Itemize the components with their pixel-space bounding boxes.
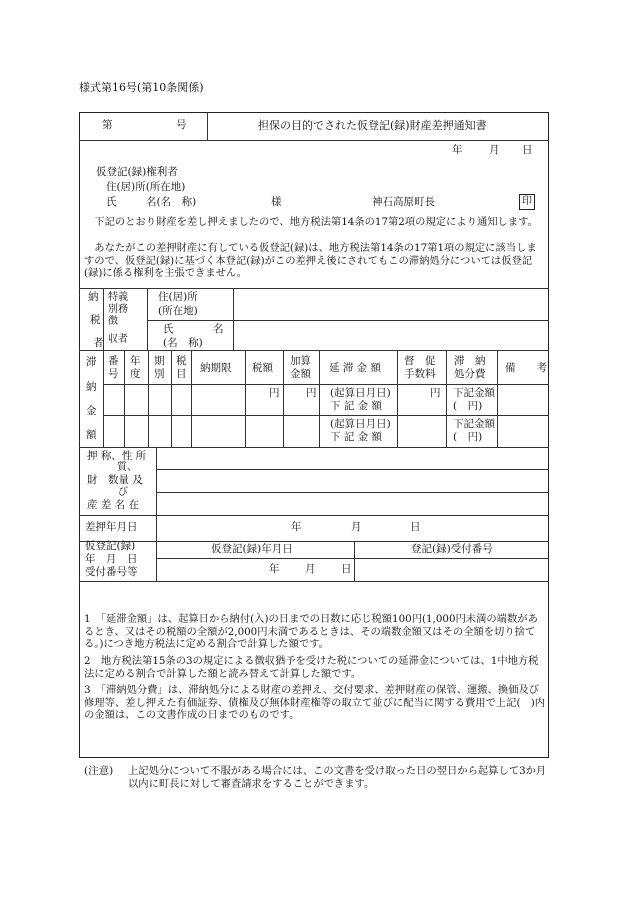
entai-kika: 下 記 金 額 [330,400,383,412]
taxpayer-address-label: 住(居)所 [158,291,198,303]
header-zeigaku: 税額 [252,362,273,374]
caution-label: (注意) [84,765,114,777]
date-year: 年 [452,144,463,156]
taxpayer-address-label-2: (所在地) [158,305,198,317]
divider [191,350,192,447]
divider [156,492,549,493]
intro-paragraph-2: あなたがこの差押財産に有している仮登記(録)は、地方税法第14条の17第1項の規定に該当しますので、仮登記(録)に基づく本登記(録)がこの差押え後にされてもこの滞納処分については仮登記(録)に係る権利を主張できません。 [84,242,537,280]
divider [103,415,549,416]
date-day: 日 [522,144,533,156]
note-1: 1 「延滞金額」は、起算日から納付(入)の日までの日数に応じ税額100円(1,000円未満の端数があるとき、又はその税額の全額が2,000円未満であるときは、その端数金額又はその全額を切り捨てる。)につき地方税法に定める割合で計算した額です。 [84,613,538,651]
divider [79,515,549,516]
taxpayer-sub-3: 徴 [108,316,118,327]
divider [446,350,447,447]
divider [79,581,549,582]
header-shobunhi-2: 処分費 [454,368,486,380]
arrears-side-3: 金 [86,405,97,417]
header-bango: 番 [108,355,119,367]
divider [156,541,157,581]
note-3: 3 「滞納処分費」は、滞納処分による財産の差押え、交付要求、差押財産の保管、運搬、換価及び修理等、差し押えた有価証券、債権及び無体財産権等の取立て並びに配当に関する費用で上記( )内の金額は、この文書作成の日までのものです。 [84,684,546,722]
header-kasan: 加算 [290,355,311,367]
header-shobunhi: 滞 納 [454,355,486,367]
divider [79,541,549,542]
recipient-name-shi: 氏 [106,196,117,208]
taxpayer-sub-4: 収者 [108,334,128,345]
header-kibetsu-2: 別 [154,368,165,380]
form-label: 様式第16号(第10条関係) [79,81,204,94]
entai-kisan-2: (起算日月日) [330,418,391,430]
shobun-kika-2: 下記金額 [453,418,495,430]
seized-label-5: 産 差 名 在 [87,499,140,511]
number-go: 号 [176,119,187,131]
divider [79,350,549,351]
header-nendo-2: 度 [130,368,141,380]
taxpayer-sub-2: 別務 [108,304,128,315]
divider [397,350,398,447]
divider [171,350,172,447]
header-nouki: 納期限 [200,362,232,374]
entai-kika-2: 下 記 金 額 [330,431,383,443]
header-biko: 備 考 [505,362,547,374]
seizure-month: 月 [351,521,362,533]
taxpayer-name-mei: 名 [213,323,224,335]
divider [103,350,104,447]
seized-label-4: び [118,487,128,498]
divider [148,350,149,447]
divider [233,288,234,350]
divider [319,350,320,447]
intro-paragraph-1: 下記のとおり財産を差し押えましたので、地方税法第14条の17第2項の規定により通知します。 [84,216,538,228]
arrears-side-4: 額 [86,429,97,441]
entai-kisan: (起算日月日) [330,387,391,399]
seized-label-2: 質、 [117,462,137,473]
seizure-year: 年 [291,521,302,533]
recipient-role: 仮登記(録)権利者 [96,166,178,178]
provisional-label-1: 仮登記(録) [85,540,136,552]
provisional-number-header: 登記(録)受付番号 [411,543,493,555]
shobun-yen: ( 円) [453,400,483,412]
recipient-name-label: 名(名 称) [146,196,197,208]
divider [156,469,549,470]
seizure-day: 日 [410,521,421,533]
divider [79,447,549,448]
divider [207,112,208,140]
taxpayer-name-shi: 氏 [163,323,174,335]
tokusoku-unit: 円 [430,387,441,399]
taxpayer-side-1: 納 [88,291,99,303]
header-zeimoku-2: 目 [176,368,187,380]
seized-label-1: 押 称、性 所 [87,450,147,462]
divider [156,447,157,541]
header-zeimoku: 税 [176,355,187,367]
seized-label-3: 財 数量 及 [87,474,143,486]
seal-stamp: 印 [519,194,535,210]
provisional-year: 年 [269,563,280,575]
taxpayer-name-kana: (名 称) [163,337,203,349]
divider [147,320,549,321]
provisional-label-3: 受付番号等 [85,566,138,578]
taxpayer-side-2: 税 [90,314,101,326]
divider [124,350,125,447]
seizure-date-label: 差押年月日 [85,521,138,533]
kasan-unit: 円 [306,387,317,399]
divider [156,558,549,559]
header-tokusoku-2: 手数料 [404,368,436,380]
divider [79,140,549,141]
caution-text: 上記処分について不服がある場合には、この文書を受け取った日の翌日から起算して3か月以内に町長に対して審査請求をすることができます。 [128,765,547,790]
arrears-side-2: 納 [86,381,97,393]
header-kibetsu: 期 [154,355,165,367]
document-title: 担保の目的でされた仮登記(録)財産差押通知書 [258,119,487,132]
shobun-kika: 下記金額 [453,387,495,399]
divider [354,541,355,581]
header-tokusoku: 督 促 [404,355,436,367]
header-entai: 延 滞 金 額 [329,362,382,374]
provisional-day: 日 [341,563,352,575]
taxpayer-sub-1: 特義 [108,292,128,303]
provisional-date-header: 仮登記(録)年月日 [211,543,293,555]
divider [245,350,246,447]
divider [283,350,284,447]
recipient-address-label: 住(居)所(所在地) [106,181,186,193]
divider [79,288,549,289]
zeigaku-unit: 円 [269,387,280,399]
provisional-month: 月 [305,563,316,575]
number-dai: 第 [102,119,113,131]
taxpayer-side-3: 者 [93,337,104,349]
arrears-side-1: 滞 [86,356,97,368]
divider [497,350,498,447]
header-kasan-2: 金額 [290,368,311,380]
issuer-name: 神石高原町長 [372,196,435,208]
provisional-label-2: 年 月 日 [85,553,138,565]
note-2: 2 地方税法第15条の3の規定による徴収猶予を受けた税についての延滞金については、1中地方税法に定める割合で計算した額と読み替えて計算した額です。 [84,655,539,680]
recipient-sama: 様 [271,196,282,208]
divider [147,288,148,350]
header-bango-2: 号 [108,368,119,380]
divider [103,384,549,385]
header-nendo: 年 [130,355,141,367]
date-month: 月 [489,144,500,156]
shobun-yen-2: ( 円) [453,431,483,443]
